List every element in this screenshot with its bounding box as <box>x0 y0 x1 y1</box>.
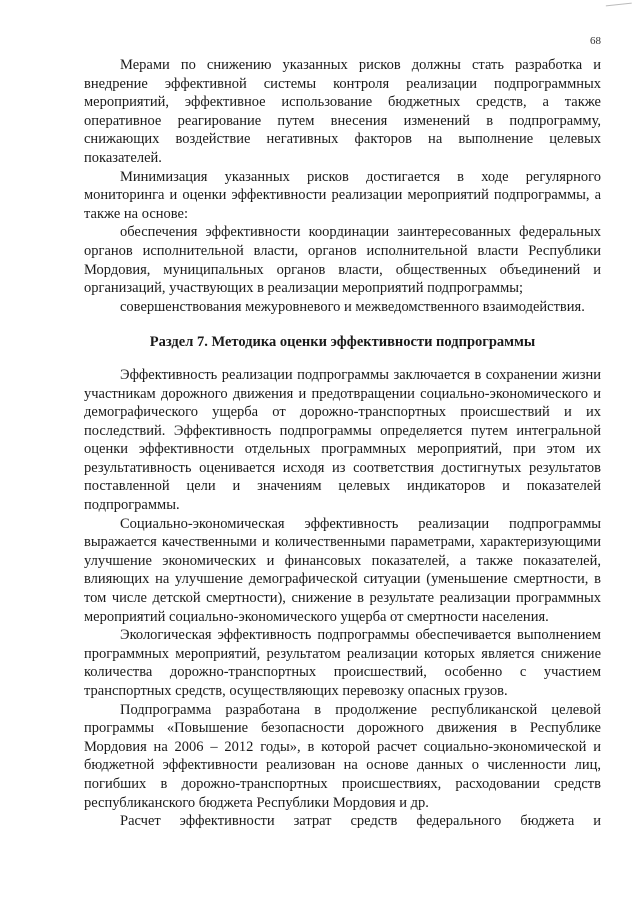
paragraph-effectiveness: Эффективность реализации подпрограммы заключается в сохранении жизни участникам дорожного движения и предотвращении социально-экономического и демографического ущерба от дорожно-транспортных происшествий и их последствий. Эффективность подпрограммы определяется путем интегральной оценки эффективности отдельных программных мероприятий, при этом их результативность оценивается исходя из соответствия достигнутых результатов поставленной цели и значениям целевых индикаторов и показателей подпрограммы. <box>84 366 601 514</box>
paragraph-interaction: совершенствования межуровневого и межведомственного взаимодействия. <box>120 298 585 315</box>
section-heading: Раздел 7. Методика оценки эффективности подпрограммы <box>149 334 536 351</box>
scan-artifact-mark <box>606 3 632 11</box>
paragraph-coordination: обеспечения эффективности координации заинтересованных федеральных органов исполнительной власти, органов исполнительной власти Республики Мордовия, муниципальных органов власти, общественных объединений и организаций, участвующих в реализации мероприятий подпрограммы; <box>84 224 601 297</box>
paragraph-socioeconomic: Социально-экономическая эффективность реализации подпрограммы выражается качественными и количественными параметрами, характеризующими улучшение экономических и финансовых показателей, а также показателей, влияющих на улучшение демографической ситуации (уменьшение смертности, в том числе детской смертности), снижение в результате реализации программных мероприятий социально-экономического ущерба от смертности населения. <box>84 515 601 625</box>
paragraph-risk-minimization: Минимизация указанных рисков достигается в ходе регулярного мониторинга и оценки эффективности реализации мероприятий подпрограммы, а также на основе: <box>84 168 601 222</box>
page-number: 68 <box>590 35 601 47</box>
paragraph-ecological: Экологическая эффективность подпрограммы обеспечивается выполнением программных мероприятий, результатом реализации которых является снижение количества дорожно-транспортных происшествий, особенно с участием транспортных средств, осуществляющих перевозку опасных грузов. <box>84 627 601 699</box>
paragraph-cost-calculation: Расчет эффективности затрат средств федерального бюджета и <box>120 813 601 830</box>
paragraph-risk-measures: Мерами по снижению указанных рисков должны стать разработка и внедрение эффективной системы контроля реализации подпрограммных мероприятий, эффективное использование бюджетных средств, а также оперативное реагирование путем внесения изменений в подпрограмму, снижающих воздействие негативных факторов на выполнение целевых показателей. <box>84 57 601 166</box>
document-body <box>84 56 601 831</box>
paragraph-program-history: Подпрограмма разработана в продолжение республиканской целевой программы «Повышение безопасности дорожного движения в Республике Мордовия на 2006 – 2012 годы», в которой расчет социально-экономической и бюджетной эффективности реализован на основе данных о численности лиц, погибших в дорожно-транспортных происшествиях, расходовании средств республиканского бюджета Республики Мордовия и др. <box>84 701 601 811</box>
